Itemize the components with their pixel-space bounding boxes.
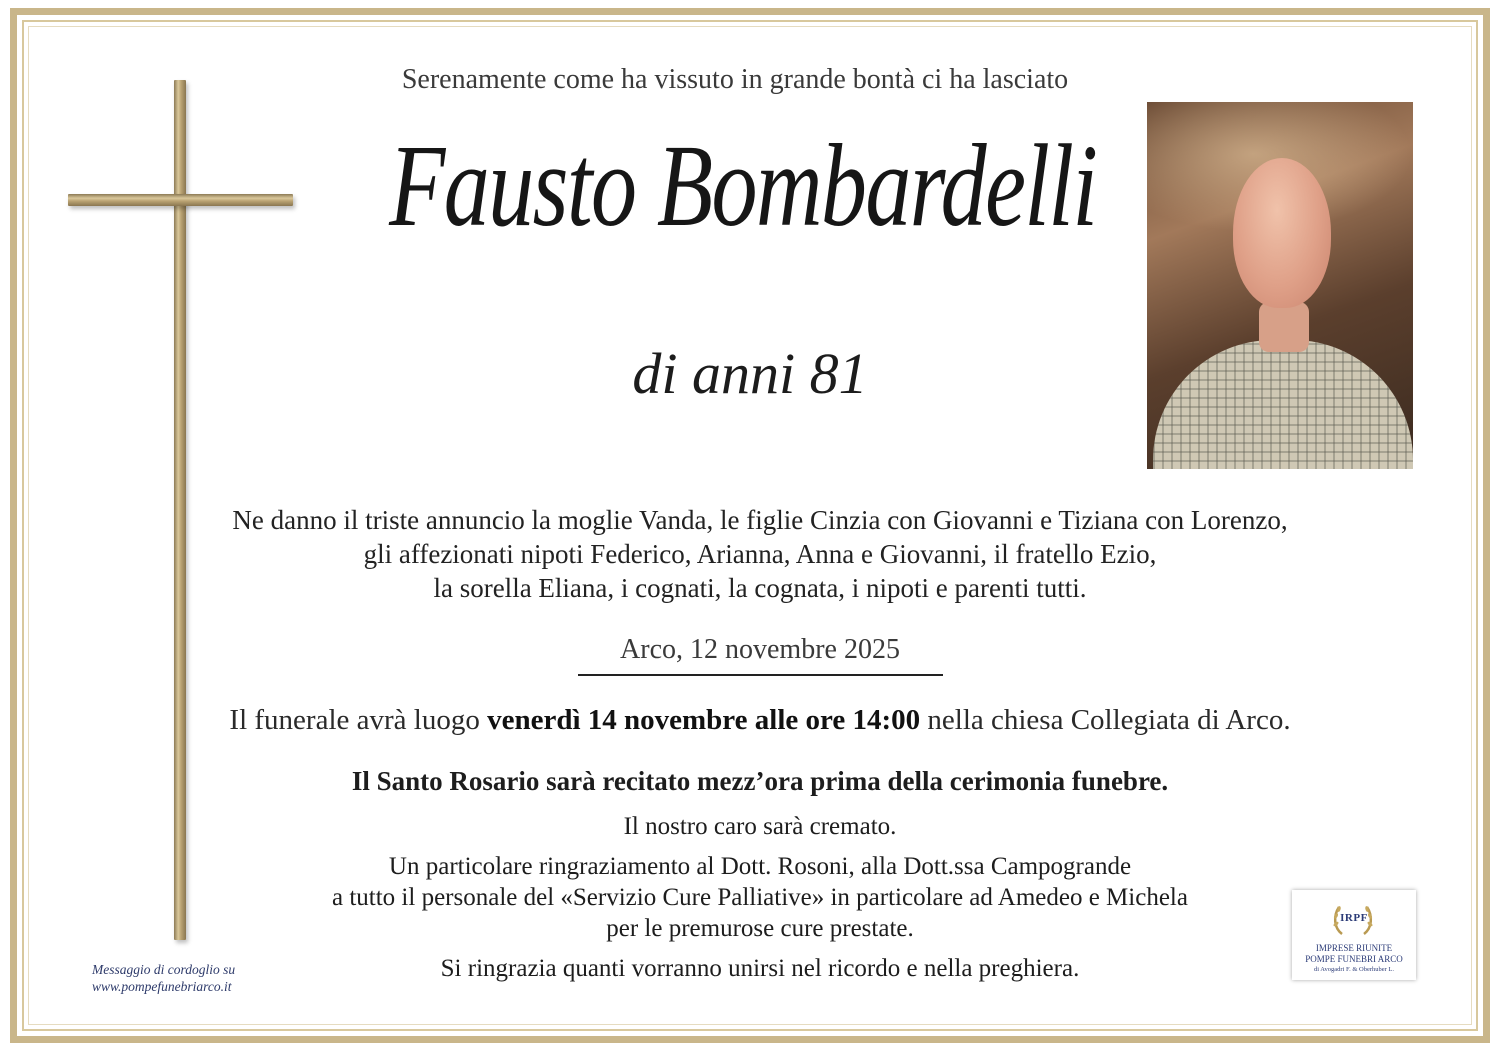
funeral-pre: Il funerale avrà luogo [229, 704, 488, 736]
thanks-line: a tutto il personale del «Servizio Cure Palliative» in particolare ad Amedeo e Michela [332, 884, 1188, 911]
portrait-photo [1147, 102, 1413, 469]
condolence-link[interactable]: www.pompefunebriarco.it [92, 979, 232, 994]
deceased-name: Fausto Bombardelli [389, 120, 1097, 251]
condolence-message [92, 961, 235, 995]
funeral-datetime: venerdì 14 novembre alle ore 14:00 [487, 704, 921, 736]
condolence-line: Messaggio di cordoglio su [92, 962, 236, 977]
logo-line3: di Avogadri F. & Oberhuber L. [1313, 966, 1395, 973]
age-text: di anni 81 [632, 341, 868, 406]
cremation-text: Il nostro caro sarà cremato. [623, 813, 897, 840]
funeral-info [150, 704, 1370, 737]
thanks-line: Un particolare ringraziamento al Dott. Rosoni, alla Dott.ssa Campogrande [388, 853, 1132, 880]
announcement-line: la sorella Eliana, i cognati, la cognata, i nipoti e parenti tutti. [433, 573, 1087, 603]
logo-line2: POMPE FUNEBRI ARCO [1305, 954, 1403, 964]
funeral-home-logo [1292, 890, 1416, 980]
place-date: Arco, 12 novembre 2025 [620, 634, 900, 665]
divider [578, 674, 943, 676]
cross-icon-bar [68, 194, 293, 206]
thanks-line: per le premurose cure prestate. [606, 915, 914, 942]
announcement-line: gli affezionati nipoti Federico, Arianna, Anna e Giovanni, il fratello Ezio, [363, 539, 1157, 569]
rosary-text: Il Santo Rosario sarà recitato mezz’ora prima della cerimonia funebre. [351, 766, 1169, 796]
announcement-line: Ne danno il triste annuncio la moglie Vanda, le figlie Cinzia con Giovanni e Tiziana con Lorenzo, [232, 505, 1288, 535]
final-thanks: Si ringrazia quanti vorranno unirsi nel ricordo e nella preghiera. [440, 955, 1080, 982]
logo-abbr: IRPF [1340, 912, 1368, 924]
funeral-post: nella chiesa Collegiata di Arco. [920, 704, 1291, 736]
logo-line1: IMPRESE RIUNITE [1315, 943, 1393, 953]
intro-text: Serenamente come ha vissuto in grande bontà ci ha lasciato [401, 64, 1069, 95]
